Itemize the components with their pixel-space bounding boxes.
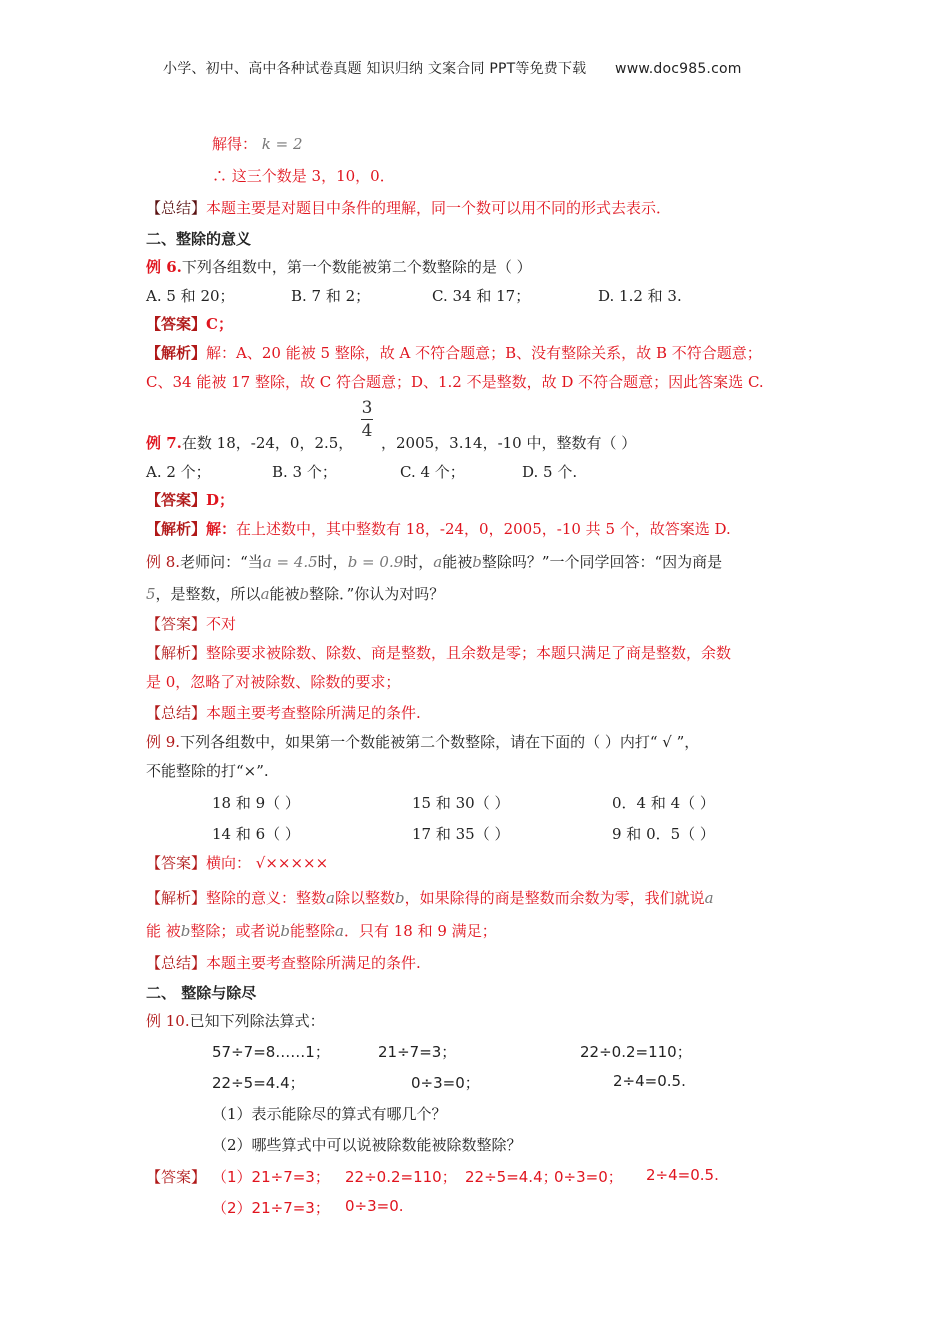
ex8-question-line-2: 5，是整数，所以a能被b整除．”你认为对吗？ [146,585,445,603]
fraction-numerator: 3 [361,398,373,418]
ex10-answer-item: 0÷3=0； [554,1168,623,1186]
ex6-option-a: A. 5 和 20； [146,287,235,305]
ex9-item: 15 和 30（ ） [412,794,510,812]
ex6-answer: 【答案】C； [146,315,233,333]
section-title: 二、整除的意义 [146,230,252,248]
header-text: 小学、初中、高中各种试卷真题 知识归纳 文案合同 PPT等免费下载 [163,61,587,77]
fraction-bar [361,419,373,420]
ex8-analysis-2: 是 0，忽略了对被除数、除数的要求； [146,673,401,691]
ex7-analysis: 【解析】解：在上述数中，其中整数有 18，-24，0，2005，-10 共 5 个，故答案选 D. [146,520,731,538]
fraction [361,398,373,441]
ex7-question-b: ，2005，3.14，-10 中，整数有（ ） [381,434,637,452]
ex9-analysis-2: 能 被b整除；或者说b能整除a．只有 18 和 9 满足； [146,922,497,940]
ex10-formula: 22÷0.2=110； [580,1043,692,1061]
ex9-question-1: 例 9.下列各组数中，如果第一个数能被第二个数整除，请在下面的（ ）内打“ √ ”， [146,733,700,751]
ex10-sub-question-2: （2）哪些算式中可以说被除数能被除数整除？ [212,1136,522,1154]
ex6-analysis-2: C、34 能被 17 整除，故 C 符合题意；D、1.2 不是整数，故 D 不符合题意；因此答案选 C. [146,373,764,391]
header-url[interactable]: www.doc985.com [615,61,742,77]
ex9-summary: 【总结】本题主要考查整除所满足的条件. [146,954,421,972]
ex7-answer: 【答案】D； [146,491,235,509]
ex10-answer-tag: 【答案】 [146,1168,207,1186]
ex6-option-c: C. 34 和 17； [432,287,531,305]
ex7-option-a: A. 2 个； [146,463,211,481]
ex10-answer-item: 0÷3=0. [345,1197,404,1215]
solve-line: 解得： k = 2 [212,135,303,153]
ex9-item: 0．4 和 4（ ） [612,794,715,812]
ex10-answer-item: 22÷0.2=110； [345,1168,457,1186]
ex6-option-d: D. 1.2 和 3. [598,287,682,305]
ex10-formula: 57÷7=8……1； [212,1043,330,1061]
ex10-sub-question-1: （1）表示能除尽的算式有哪几个？ [212,1105,447,1123]
ex10-answer-item: （1）21÷7=3； [212,1168,330,1186]
ex10-formula: 22÷5=4.4； [212,1074,305,1092]
ex7-option-b: B. 3 个； [272,463,337,481]
section-title-2: 二、 整除与除尽 [146,984,257,1002]
ex9-question-2: 不能整除的打“×”. [146,762,269,780]
ex6-question: 例 6.下列各组数中，第一个数能被第二个数整除的是（ ） [146,258,532,276]
ex9-item: 17 和 35（ ） [412,825,510,843]
ex8-question-line-1: 例 8.老师问：“当a = 4.5时，b = 0.9时，a能被b整除吗？”一个同学回答：“因为商是 [146,553,723,571]
ex7-option-d: D. 5 个. [522,463,578,481]
ex8-answer: 【答案】不对 [146,615,237,633]
ex10-answer-item: 2÷4=0.5. [646,1166,719,1184]
ex10-answer-item: 22÷5=4.4； [465,1168,558,1186]
ex10-answer-item: （2）21÷7=3； [212,1199,330,1217]
ex9-analysis-1: 【解析】整除的意义：整数a除以整数b，如果除得的商是整数而余数为零，我们就说a [146,889,714,907]
ex8-analysis-1: 【解析】整除要求被除数、除数、商是整数，且余数是零；本题只满足了商是整数，余数 [146,644,732,662]
ex10-formula: 21÷7=3； [378,1043,457,1061]
ex6-option-b: B. 7 和 2； [291,287,371,305]
page-header [163,58,742,78]
ex9-answer: 【答案】横向： √××××× [146,854,329,872]
ex7-option-c: C. 4 个； [400,463,465,481]
summary-line: 【总结】本题主要是对题目中条件的理解，同一个数可以用不同的形式去表示． [146,199,672,217]
ex9-item: 9 和 0．5（ ） [612,825,715,843]
ex10-question: 例 10.已知下列除法算式： [146,1012,325,1030]
ex7-question-a: 例 7.在数 18，-24，0，2.5， [146,434,354,452]
ex6-analysis-1: 【解析】解：A、20 能被 5 整除，故 A 不符合题意；B、没有整除关系，故 B 不符合题意； [146,344,762,362]
ex10-formula: 2÷4=0.5. [613,1072,686,1090]
ex9-item: 14 和 6（ ） [212,825,300,843]
ex8-summary: 【总结】本题主要考查整除所满足的条件. [146,704,421,722]
ex9-item: 18 和 9（ ） [212,794,300,812]
fraction-denominator: 4 [361,421,373,441]
solve-math: k = 2 [261,135,303,153]
therefore-line: ∴ 这三个数是 3，10，0． [212,167,395,185]
ex10-formula: 0÷3=0； [411,1074,480,1092]
